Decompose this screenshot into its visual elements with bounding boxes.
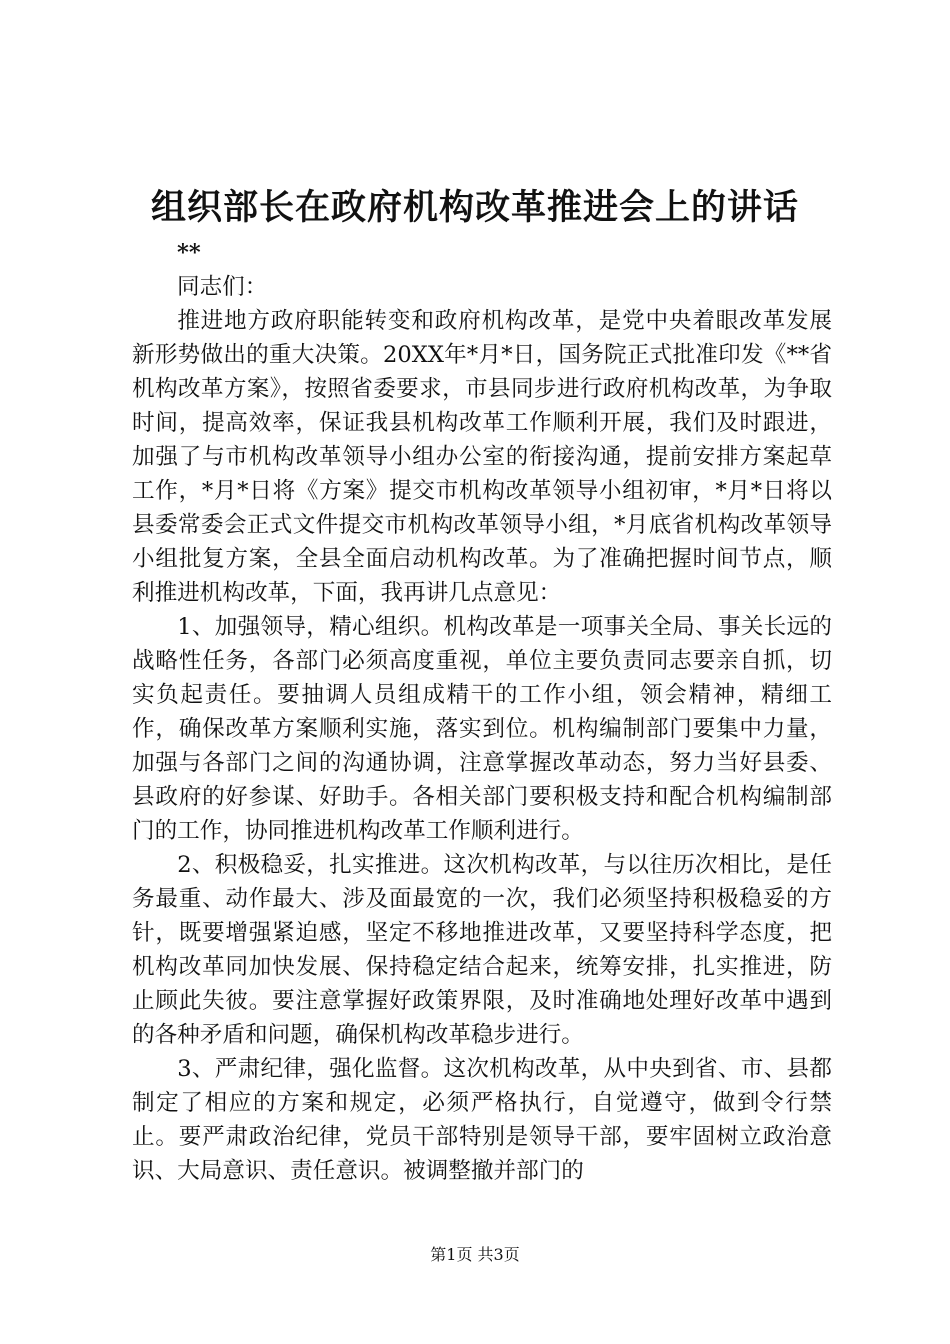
salutation: 同志们：	[177, 274, 268, 300]
document-title: 组织部长在政府机构改革推进会上的讲话	[150, 187, 799, 228]
document-body	[132, 236, 832, 1188]
paragraph-intro: 推进地方政府职能转变和政府机构改革，是党中央着眼改革发展新形势做出的重大决策。20XX年*月*日，国务院正式批准印发《**省机构改革方案》，按照省委要求，市县同步进行政府机构改革，为争取时间，提高效率，保证我县机构改革工作顺利开展，我们及时跟进，加强了与市机构改革领导小组办公室的衔接沟通，提前安排方案起草工作，*月*日将《方案》提交市机构改革领导小组初审，*月*日将以县委常委会正式文件提交市机构改革领导小组，*月底省机构改革领导小组批复方案，全县全面启动机构改革。为了准确把握时间节点，顺利推进机构改革，下面，我再讲几点意见：	[132, 308, 832, 606]
paragraph-point-2: 2、积极稳妥，扎实推进。这次机构改革，与以往历次相比，是任务最重、动作最大、涉及面最宽的一次，我们必须坚持积极稳妥的方针，既要增强紧迫感，坚定不移地推进改革，又要坚持科学态度，把机构改革同加快发展、保持稳定结合起来，统筹安排，扎实推进，防止顾此失彼。要注意掌握好政策界限，及时准确地处理好改革中遇到的各种矛盾和问题，确保机构改革稳步进行。	[132, 852, 832, 1048]
paragraph-point-3: 3、严肃纪律，强化监督。这次机构改革，从中央到省、市、县都制定了相应的方案和规定，必须严格执行，自觉遵守，做到令行禁止。要严肃政治纪律，党员干部特别是领导干部，要牢固树立政治意识、大局意识、责任意识。被调整撤并部门的	[132, 1056, 832, 1184]
page-footer: 第1页 共3页	[430, 1245, 520, 1264]
author-line: **	[177, 240, 201, 266]
paragraph-point-1: 1、加强领导，精心组织。机构改革是一项事关全局、事关长远的战略性任务，各部门必须高度重视，单位主要负责同志要亲自抓，切实负起责任。要抽调人员组成精干的工作小组，领会精神，精细工作，确保改革方案顺利实施，落实到位。机构编制部门要集中力量，加强与各部门之间的沟通协调，注意掌握改革动态，努力当好县委、县政府的好参谋、好助手。各相关部门要积极支持和配合机构编制部门的工作，协同推进机构改革工作顺利进行。	[132, 614, 832, 844]
